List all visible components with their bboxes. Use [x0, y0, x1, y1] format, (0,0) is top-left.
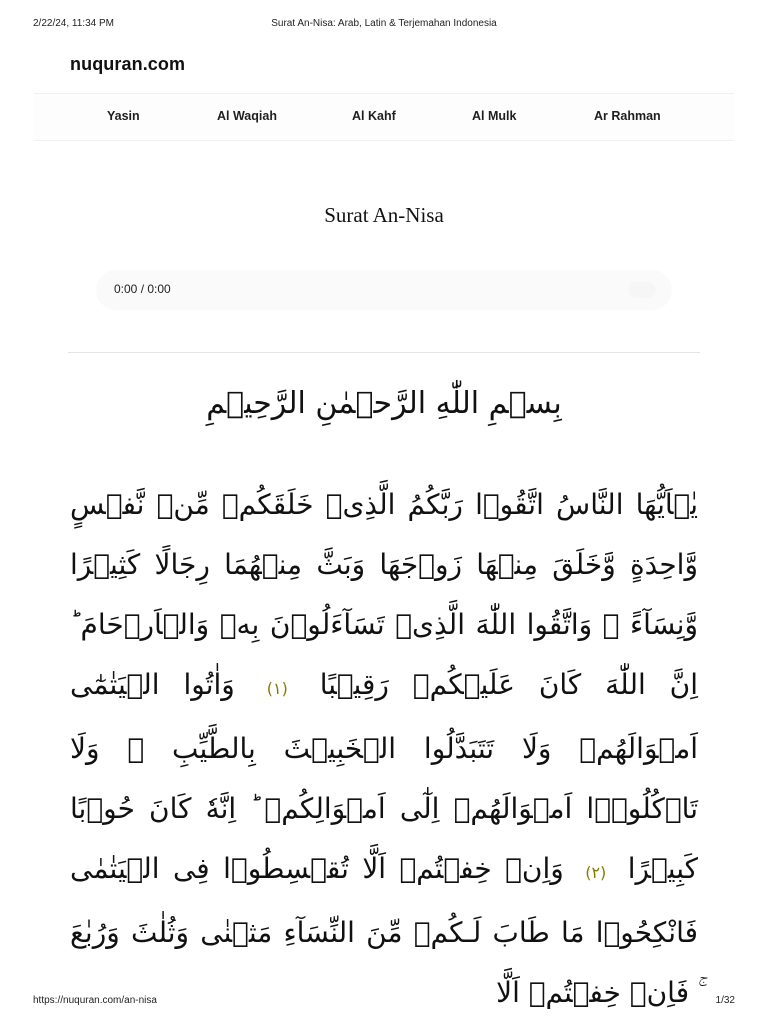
print-document-title: Surat An-Nisa: Arab, Latin & Terjemahan Indonesia: [271, 18, 497, 29]
site-logo-link[interactable]: nuquran.com: [70, 54, 186, 74]
nav-item-ar-rahman[interactable]: Ar Rahman: [594, 109, 661, 123]
audio-options-icon[interactable]: [628, 282, 656, 298]
nav-item-al-waqiah[interactable]: Al Waqiah: [217, 109, 277, 123]
print-page-indicator: 1/32: [715, 995, 735, 1006]
content-divider: [68, 352, 700, 353]
nav-item-yasin[interactable]: Yasin: [107, 109, 140, 123]
audio-player[interactable]: [96, 270, 672, 310]
audio-time-display: 0:00 / 0:00: [114, 282, 171, 296]
print-footer: [33, 995, 735, 1009]
top-nav: [34, 93, 734, 141]
print-datetime: 2/22/24, 11:34 PM: [33, 18, 114, 29]
ayah-1-number: (١): [266, 679, 288, 698]
ayah-1-text: يٰۤاَيُّهَا النَّاسُ اتَّقُوۡا رَبَّكُمُ الَّذِىۡ خَلَقَكُمۡ مِّنۡ نَّفۡسٍ وَّاحِدَةٍ وَّخَلَقَ مِنۡهَا زَوۡجَهَا وَبَثَّ مِنۡهُمَا رِجَالًا كَثِيۡرًا وَّنِسَآءً‌ ۚ وَاتَّقُوا اللّٰهَ الَّذِىۡ تَسَآءَلُوۡنَ بِهٖ وَالۡاَرۡحَامَ‌ ؕ اِنَّ اللّٰهَ كَانَ عَلَيۡكُمۡ رَقِيۡبًا: [70, 488, 699, 701]
basmala: بِسۡمِ اللّٰهِ الرَّحۡمٰنِ الرَّحِيۡمِ: [206, 386, 562, 421]
nav-item-al-kahf[interactable]: Al Kahf: [352, 109, 396, 123]
ayat-text-block: [70, 475, 698, 1023]
ayah-2-number: (٢): [585, 863, 607, 882]
page-title: Surat An-Nisa: [324, 203, 444, 227]
print-header: [33, 18, 735, 32]
nav-item-al-mulk[interactable]: Al Mulk: [472, 109, 517, 123]
ayah-2-text: وَاٰتُوا الۡيَتٰمٰٓى اَمۡوَالَهُمۡ‌ وَلَا تَتَبَدَّلُوا الۡخَبِيۡثَ بِالطَّيِّبِ‌ ۖ وَلَا تَاۡكُلُوۡۤا اَمۡوَالَهُمۡ اِلٰٓى اَمۡوَالِكُمۡ‌ ؕ اِنَّهٗ كَانَ حُوۡبًا كَبِيۡرًا: [70, 668, 698, 885]
ayah-3-text: وَاِنۡ خِفۡتُمۡ اَلَّا تُقۡسِطُوۡا فِى الۡيَتٰمٰى فَانْكِحُوۡا مَا طَابَ لَـكُمۡ مِّنَ النِّسَآءِ مَثۡنٰى وَثُلٰثَ وَرُبٰعَ‌ ۚ فَاِنۡ خِفۡتُمۡ اَلَّا: [70, 852, 698, 1009]
print-url: https://nuquran.com/an-nisa: [33, 995, 157, 1006]
